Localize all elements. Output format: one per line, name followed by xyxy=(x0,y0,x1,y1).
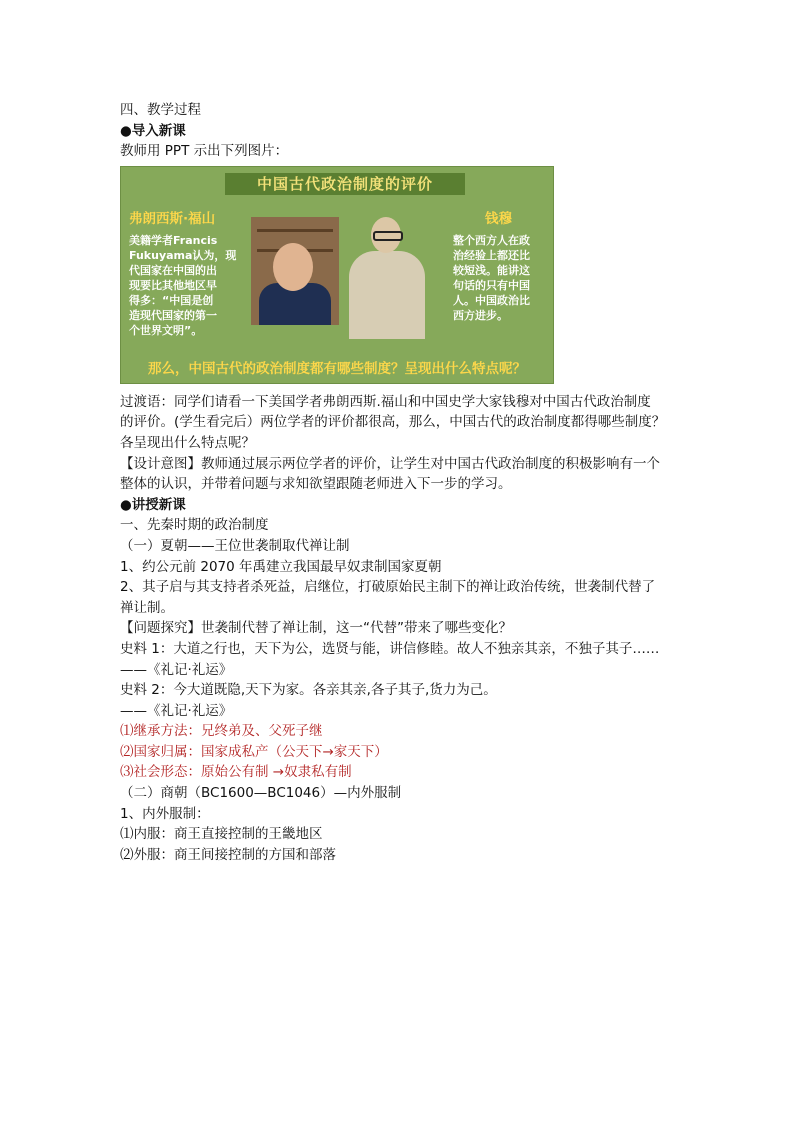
section-main xyxy=(120,392,680,866)
text-line: ⑵外服：商王间接控制的方国和部落 xyxy=(120,846,336,863)
text-line: ●讲授新课 xyxy=(120,496,186,513)
text-line: 【设计意图】教师通过展示两位学者的评价，让学生对中国古代政治制度的积极影响有一个 xyxy=(120,455,660,472)
quote-line: 代国家在中国的出 xyxy=(129,263,217,277)
text-line: （二）商朝（BC1600—BC1046）—内外服制 xyxy=(120,785,402,802)
text-line: 过渡语：同学们请看一下美国学者弗朗西斯.福山和中国史学大家钱穆对中国古代政治制度 xyxy=(120,393,651,410)
slide-right-quote xyxy=(453,233,530,323)
quote-line: 整个西方人在政 xyxy=(453,233,530,247)
text-line: ——《礼记·礼运》 xyxy=(120,702,233,719)
text-line: 1、约公元前 2070 年禹建立我国最早奴隶制国家夏朝 xyxy=(120,558,442,575)
section-intro xyxy=(120,100,680,162)
quote-line: 句话的只有中国 xyxy=(453,278,530,292)
text-line: ⑶社会形态：原始公有制 →奴隶私有制 xyxy=(120,764,352,781)
text-line: 【问题探究】世袭制代替了禅让制，这一“代替”带来了哪些变化？ xyxy=(120,620,512,637)
quote-line: 造现代国家的第一 xyxy=(129,308,217,322)
text-line: 四、教学过程 xyxy=(120,102,201,118)
quote-line: 西方进步。 xyxy=(453,308,508,322)
quote-line: 个世界文明”。 xyxy=(129,323,203,337)
text-line: 的评价。(学生看完后）两位学者的评价都很高，那么，中国古代的政治制度都得哪些制度？ xyxy=(120,414,666,431)
text-line: 整体的认识，并带着问题与求知欲望跟随老师进入下一步的学习。 xyxy=(120,476,512,493)
quote-line: 较短浅。能讲这 xyxy=(453,263,530,277)
slide-right-name: 钱穆 xyxy=(485,210,512,227)
quote-line: 人。中国政治比 xyxy=(453,293,530,307)
text-line: ——《礼记·礼运》 xyxy=(120,661,233,678)
slide-left-quote xyxy=(129,233,236,338)
slide-title: 中国古代政治制度的评价 xyxy=(225,173,465,195)
quote-line: 治经验上都还比 xyxy=(453,248,530,262)
text-line: 一、先秦时期的政治制度 xyxy=(120,517,269,534)
text-line: ⑴继承方法：兄终弟及、父死子继 xyxy=(120,723,323,740)
text-line: 史料 2：今大道既隐,天下为家。各亲其亲,各子其子,货力为己。 xyxy=(120,682,497,699)
qianmu-photo xyxy=(341,207,433,339)
text-line: 1、内外服制： xyxy=(120,805,210,822)
text-line: 史料 1：大道之行也，天下为公，选贤与能，讲信修睦。故人不独亲其亲，不独子其子…… xyxy=(120,640,660,657)
text-line: 2、其子启与其支持者杀死益，启继位，打破原始民主制下的禅让政治传统，世袭制代替了 xyxy=(120,579,656,596)
quote-line: 现要比其他地区早 xyxy=(129,278,217,292)
text-line: ⑴内服：商王直接控制的王畿地区 xyxy=(120,826,323,843)
slide-left-name: 弗朗西斯·福山 xyxy=(129,210,216,227)
text-line: ⑵国家归属：国家成私产（公天下→家天下） xyxy=(120,743,388,760)
text-line: ●导入新课 xyxy=(120,122,186,139)
document-page xyxy=(120,100,680,865)
quote-line: 得多：“中国是创 xyxy=(129,293,214,307)
quote-line: Fukuyama认为，现 xyxy=(129,248,237,262)
fukuyama-photo xyxy=(251,217,339,325)
text-line: 教师用 PPT 示出下列图片： xyxy=(120,143,289,160)
quote-line: 美籍学者Francis xyxy=(129,233,218,247)
text-line: 禅让制。 xyxy=(120,599,174,616)
text-line: 各呈现出什么特点呢？ xyxy=(120,434,255,451)
text-line: （一）夏朝——王位世袭制取代禅让制 xyxy=(120,537,350,554)
slide-footer: 那么，中国古代的政治制度都有哪些制度？呈现出什么特点呢？ xyxy=(148,360,526,377)
ppt-slide-image xyxy=(120,166,554,384)
